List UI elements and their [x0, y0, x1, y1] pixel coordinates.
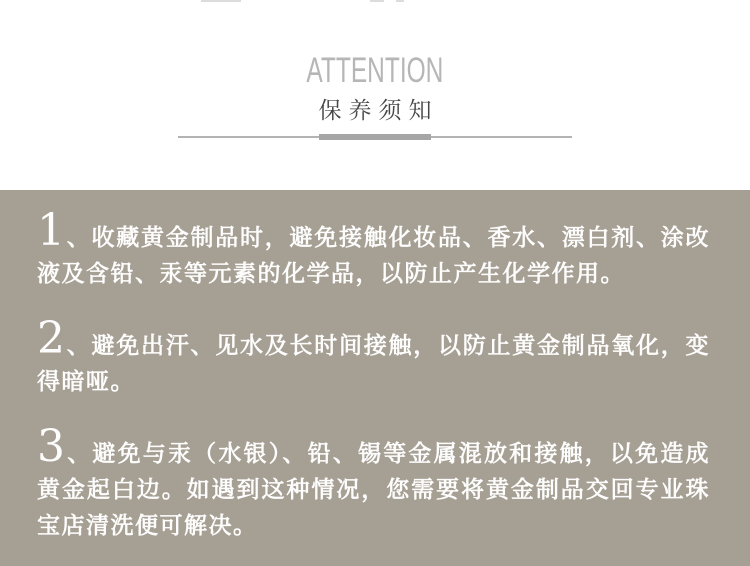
item-separator: 、 — [66, 224, 92, 251]
item-text: 避免出汗、见水及长时间接触，以防止黄金制品氧化，变得暗哑。 — [37, 332, 710, 395]
care-item-2 — [37, 313, 710, 400]
top-crop-artifact — [396, 0, 404, 2]
top-crop-artifact — [370, 0, 384, 2]
item-number: 3 — [37, 421, 67, 472]
header — [0, 0, 750, 190]
item-number: 1 — [37, 205, 67, 256]
divider-center-bar — [319, 134, 431, 140]
care-item-3 — [37, 421, 711, 544]
page-title-en-text: ATTENTION — [306, 51, 444, 90]
item-separator: 、 — [66, 440, 93, 467]
item-text: 收藏黄金制品时，避免接触化妆品、香水、漂白剂、涂改液及含铅、汞等元素的化学品，以防止产生化学作用。 — [37, 224, 710, 287]
care-instructions — [0, 190, 750, 566]
divider — [178, 134, 572, 140]
page-title-zh: 保养须知 — [318, 97, 439, 123]
top-crop-artifact — [201, 0, 241, 2]
item-number: 2 — [37, 313, 67, 364]
item-text: 避免与汞（水银）、铅、锡等金属混放和接触，以免造成黄金起白边。如遇到这种情况，您需要将黄金制品交回专业珠宝店清洗便可解决。 — [37, 440, 711, 539]
care-item-1 — [37, 205, 710, 292]
page-title-en — [0, 0, 750, 90]
item-separator: 、 — [66, 332, 92, 359]
